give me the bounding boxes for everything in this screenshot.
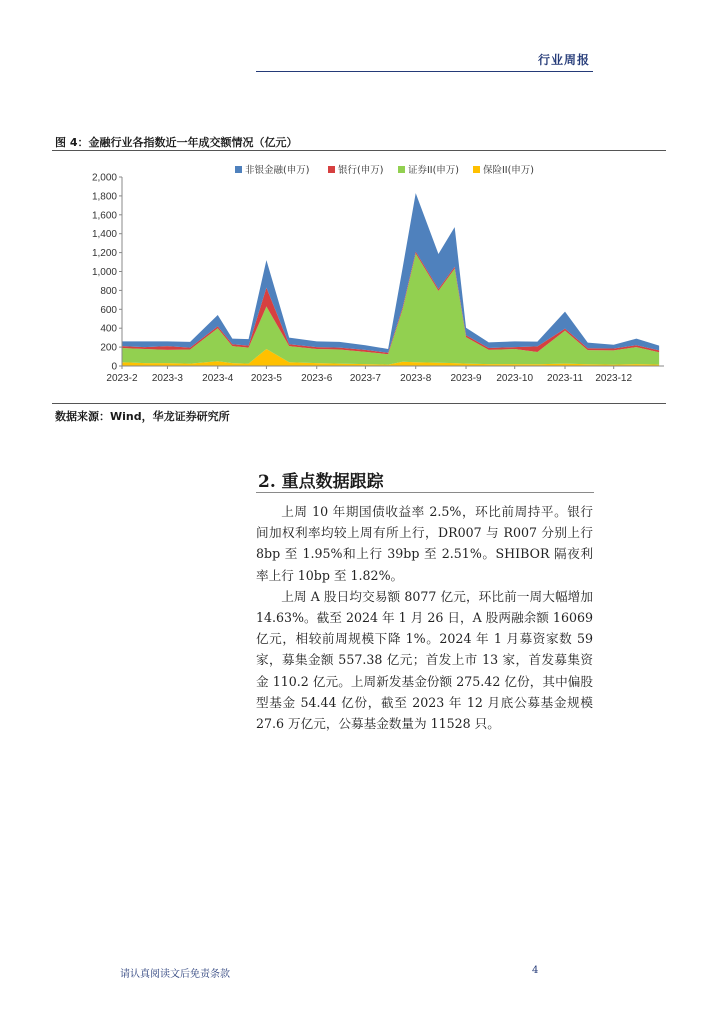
y-tick-label: 1,800 <box>91 191 117 203</box>
legend-label: 银行(申万) <box>338 165 384 176</box>
section-body <box>256 501 593 734</box>
x-tick-label: 2023-7 <box>349 373 381 384</box>
series-area-3 <box>122 193 659 353</box>
chart-svg <box>52 153 666 401</box>
y-tick-label: 600 <box>100 304 117 316</box>
y-tick-label: 1,400 <box>91 229 117 241</box>
figure-rule-top <box>52 150 666 151</box>
x-tick-label: 2023-9 <box>450 373 482 384</box>
legend-swatch <box>235 166 242 173</box>
y-tick-label: 200 <box>100 342 117 354</box>
legend-label: 非银金融(申万) <box>245 165 310 176</box>
y-tick-label: 800 <box>100 285 117 297</box>
x-tick-label: 2023-3 <box>151 373 184 384</box>
y-tick-label: 1,200 <box>91 248 117 260</box>
footer-disclaimer: 请认真阅读文后免责条款 <box>120 969 230 980</box>
series-area-1 <box>122 254 659 365</box>
section-title: 2. 重点数据跟踪 <box>258 472 384 492</box>
header-rule <box>256 71 593 72</box>
legend-label: 证券II(申万) <box>408 165 460 176</box>
x-tick-label: 2023-8 <box>400 373 432 384</box>
page-number: 4 <box>532 965 539 976</box>
y-tick-label: 1,600 <box>91 210 117 222</box>
header-title: 行业周报 <box>537 53 590 67</box>
paragraph: 上周 A 股日均交易额 8077 亿元，环比前一周大幅增加 14.63%。截至 2024 年 1 月 26 日，A 股两融余额 16069 亿元，相较前周规模下降 1%。2024 年 1 月募资家数 59 家，募集金额 557.38 亿元；首发上市 13 家，首发募集资金 110.2 亿元。上周新发基金份额 275.42 亿份，其中偏股型基金 54.44 亿份，截至 2023 年 12 月底公募基金规模 27.6 万亿元，公募基金数量为 11528 只。 <box>256 588 593 732</box>
x-tick-label: 2023-11 <box>547 373 583 384</box>
y-tick-label: 400 <box>100 323 117 335</box>
legend-swatch <box>473 166 480 173</box>
figure-caption: 图 4：金融行业各指数近一年成交额情况（亿元） <box>55 136 298 149</box>
x-tick-label: 2023-10 <box>496 373 534 384</box>
x-tick-label: 2023-6 <box>301 373 333 384</box>
y-tick-label: 1,000 <box>91 267 117 278</box>
figure-source: 数据来源：Wind，华龙证券研究所 <box>55 410 230 423</box>
x-tick-label: 2023-4 <box>202 373 234 384</box>
paragraph: 上周 10 年期国债收益率 2.5%，环比前周持平。银行间加权利率均较上周有所上行，DR007 与 R007 分别上行 8bp 至 1.95%和上行 39bp 至 2.51%。SHIBOR 隔夜利率上行 10bp 至 1.82%。 <box>256 504 593 583</box>
section-rule <box>256 492 594 493</box>
legend-swatch <box>328 166 335 173</box>
x-tick-label: 2023-5 <box>250 373 282 384</box>
y-tick-label: 0 <box>111 361 117 373</box>
figure-rule-bottom <box>52 403 666 404</box>
y-tick-label: 2,000 <box>91 172 117 184</box>
legend-label: 保险II(申万) <box>483 165 535 176</box>
chart <box>52 153 666 401</box>
legend-swatch <box>398 166 405 173</box>
x-tick-label: 2023-2 <box>106 373 138 384</box>
x-tick-label: 2023-12 <box>595 373 633 384</box>
